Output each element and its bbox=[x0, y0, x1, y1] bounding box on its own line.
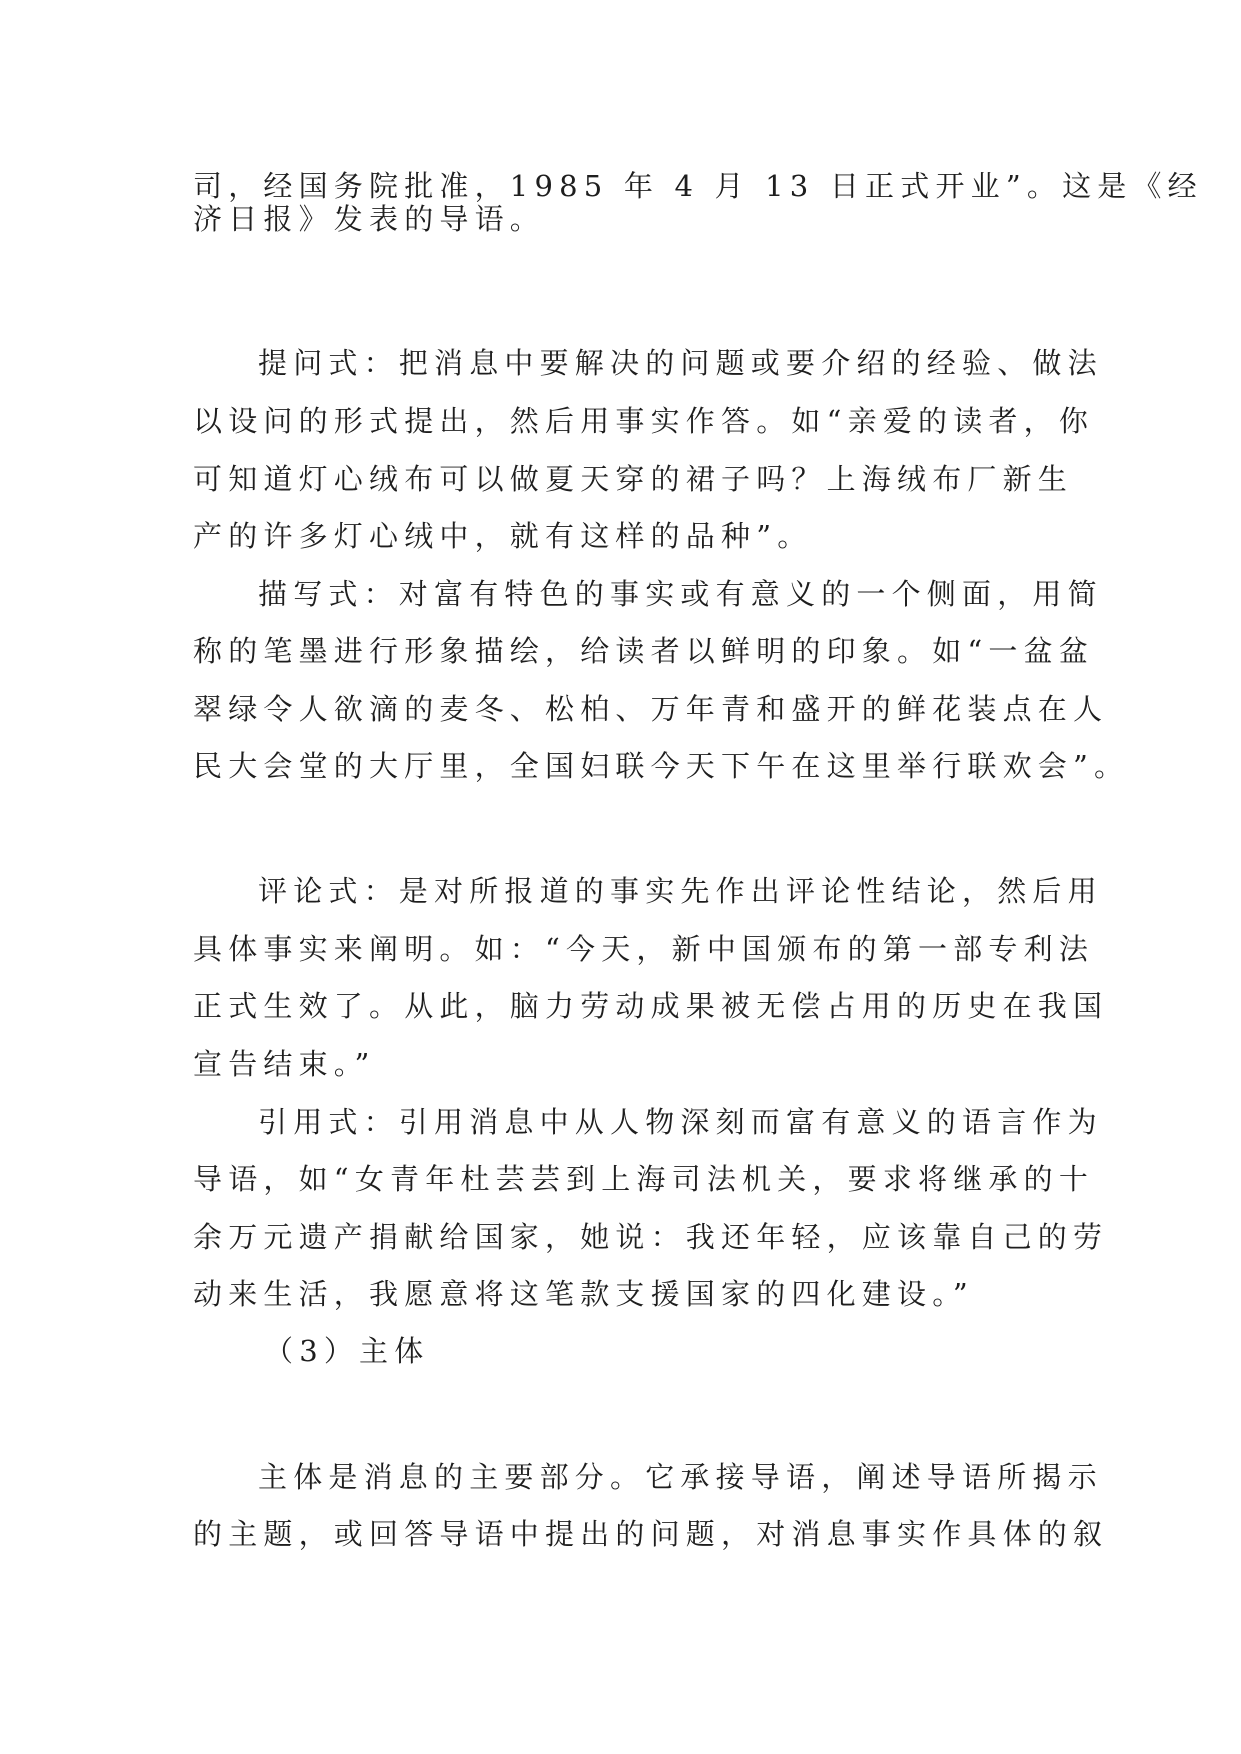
text-line: 济日报》发表的导语。 bbox=[193, 202, 546, 236]
text-line: 产的许多灯心绒中，就有这样的品种”。 bbox=[193, 519, 813, 553]
text-line: 提问式：把消息中要解决的问题或要介绍的经验、做法 bbox=[258, 346, 1103, 380]
text-line: 的主题，或回答导语中提出的问题，对消息事实作具体的叙 bbox=[193, 1517, 1109, 1551]
text-line: 宣告结束。” bbox=[193, 1047, 376, 1081]
text-line: 正式生效了。从此，脑力劳动成果被无偿占用的历史在我国 bbox=[193, 989, 1109, 1023]
text-line: 引用式：引用消息中从人物深刻而富有意义的语言作为 bbox=[258, 1105, 1103, 1139]
text-line: 翠绿令人欲滴的麦冬、松柏、万年青和盛开的鲜花装点在人 bbox=[193, 692, 1109, 726]
text-line: 司，经国务院批准，1985 年 4 月 13 日正式开业”。这是《经 bbox=[193, 169, 1203, 203]
text-line: 民大会堂的大厅里，全国妇联今天下午在这里举行联欢会”。 bbox=[193, 749, 1130, 783]
text-line: 具体事实来阐明。如：“今天，新中国颁布的第一部专利法 bbox=[193, 932, 1095, 966]
text-line: 余万元遗产捐献给国家，她说：我还年轻，应该靠自己的劳 bbox=[193, 1220, 1109, 1254]
text-line: 主体是消息的主要部分。它承接导语，阐述导语所揭示 bbox=[258, 1460, 1103, 1494]
text-line: 以设问的形式提出，然后用事实作答。如“亲爱的读者，你 bbox=[193, 404, 1095, 438]
text-line: 动来生活，我愿意将这笔款支援国家的四化建设。” bbox=[193, 1277, 974, 1311]
text-line: 导语，如“女青年杜芸芸到上海司法机关，要求将继承的十 bbox=[193, 1162, 1095, 1196]
text-line: 描写式：对富有特色的事实或有意义的一个侧面，用简 bbox=[258, 577, 1103, 611]
text-line: 评论式：是对所报道的事实先作出评论性结论，然后用 bbox=[258, 874, 1103, 908]
section-heading: （3）主体 bbox=[264, 1334, 430, 1368]
text-line: 称的笔墨进行形象描绘，给读者以鲜明的印象。如“一盆盆 bbox=[193, 634, 1095, 668]
text-line: 可知道灯心绒布可以做夏天穿的裙子吗？上海绒布厂新生 bbox=[193, 462, 1074, 496]
